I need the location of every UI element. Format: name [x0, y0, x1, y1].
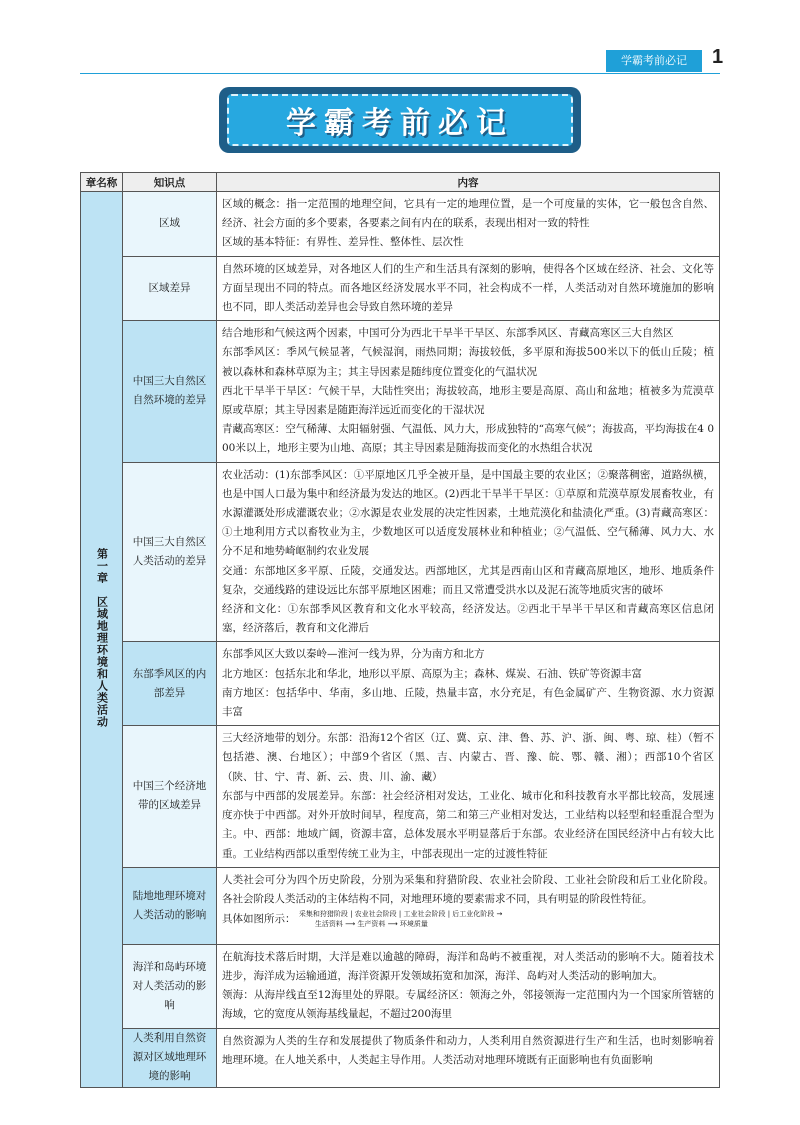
topic-cell: 中国三大自然区自然环境的差异 — [123, 321, 217, 462]
content-line: 交通：东部地区多平原、丘陵，交通发达。西部地区，尤其是西南山区和青藏高原地区，地形、地质条件复杂，交通线路的建设远比东部平原地区困难；而且又常遭受洪水以及泥石流等地质灾害的破坏 — [222, 564, 714, 596]
content-cell — [217, 321, 720, 462]
content-cell — [217, 867, 720, 944]
content-line: 西北干旱半干旱区：气候干旱，大陆性突出；海拔较高，地形主要是高原、高山和盆地；植被多为荒漠草原或草原；其主导因素是随距海洋远近而变化的干湿状况 — [222, 384, 714, 417]
table-row — [81, 867, 720, 944]
page-number: 1 — [712, 46, 724, 68]
topic-cell: 陆地地理环境对人类活动的影响 — [123, 867, 217, 944]
content-line: 在航海技术落后时期，大洋是难以逾越的障碍，海洋和岛屿不被重视，对人类活动的影响不大。随着技术进步，海洋成为运输通道，海洋资源开发领域拓宽和加深，海洋、岛屿对人类活动的影响加大。 — [222, 950, 714, 982]
table-header-row — [81, 173, 720, 192]
topic-cell: 人类利用自然资源对区域地理环境的影响 — [123, 1028, 217, 1087]
topic-cell: 东部季风区的内部差异 — [123, 642, 217, 726]
table-row — [81, 944, 720, 1028]
table-row — [81, 256, 720, 321]
table-row — [81, 321, 720, 462]
chapter-name: 第一章 区域地理环境和人类活动 — [95, 547, 109, 728]
chapter-cell — [81, 192, 123, 1088]
content-line — [222, 909, 714, 929]
title-banner-inner — [227, 94, 573, 146]
page-title: 学霸考前必记 — [286, 106, 514, 141]
header-rule — [80, 73, 720, 74]
topic-cell: 中国三个经济地带的区域差异 — [123, 726, 217, 867]
header-chapter: 章名称 — [81, 173, 123, 192]
topic-cell: 中国三大自然区人类活动的差异 — [123, 462, 217, 642]
content-line: 东部季风区：季风气候显著，气候湿润，雨热同期；海拔较低，多平原和海拔500米以下的低山丘陵；植被以森林和森林草原为主；其主导因素是随纬度位置变化的气温状况 — [222, 346, 714, 378]
header-content: 内容 — [217, 173, 720, 192]
table-row — [81, 1028, 720, 1087]
header-topic: 知识点 — [123, 173, 217, 192]
stage-need: 生产资料 — [357, 920, 386, 929]
content-line: 自然环境的区域差异，对各地区人们的生产和生活具有深刻的影响，使得各个区域在经济、社会、文化等方面呈现出不同的特点。而各地区经济发展水平不同，社会构成不一样，人类活动对自然环境施加的影响也不同，即人类活动差异也会导致自然环境的差异 — [222, 262, 714, 314]
content-cell — [217, 642, 720, 726]
content-line: 经济和文化：①东部季风区教育和文化水平较高，经济发达。②西北干旱半干旱区和青藏高寒区信息闭塞，经济落后，教育和文化滞后 — [222, 603, 714, 635]
stage-label: 后工业化阶段 — [452, 910, 495, 919]
table-row — [81, 642, 720, 726]
content-line: 结合地形和气候这两个因素，中国可分为西北干旱半干旱区、东部季风区、青藏高寒区三大自然区 — [222, 327, 674, 340]
section-tab: 学霸考前必记 — [606, 50, 702, 72]
content-line: 东部与中西部的发展差异。东部：社会经济相对发达，工业化、城市化和科技教育水平都比较高，发展速度亦快于中西部。对外开放时间早，程度高，第二和第三产业相对发达，工业结构以轻型和轻重混合型为主。中、西部：地域广阔，资源丰富，总体发展水平明显落后于东部。农业经济在国民经济中占有较大比重。工业结构西部以重型传统工业为主，中部表现出一定的过渡性特征 — [222, 789, 714, 860]
content-cell — [217, 192, 720, 257]
knowledge-table — [80, 172, 720, 1088]
diagram-lead: 具体如图所示： — [222, 913, 296, 926]
content-line: 南方地区：包括华中、华南，多山地、丘陵，热量丰富，水分充足，有色金属矿产、生物资源、水力资源丰富 — [222, 686, 714, 719]
content-cell — [217, 462, 720, 642]
content-line: 区域的概念：指一定范围的地理空间，它具有一定的地理位置，是一个可度量的实体，它一般包含自然、经济、社会方面的多个要素，各要素之间有内在的联系，表现出相对一致的特性 — [222, 198, 714, 230]
stage-need: 环境质量 — [399, 920, 428, 929]
content-cell — [217, 944, 720, 1028]
content-line: 青藏高寒区：空气稀薄、太阳辐射强、气温低、风力大，形成独特的“高寒气候”；海拔高，平均海拔在4 000米以上，地形主要为山地、高原；其主导因素是随海拔而变化的水热组合状况 — [222, 423, 714, 455]
content-line: 人类社会可分为四个历史阶段，分别为采集和狩猎阶段、农业社会阶段、工业社会阶段和后工业化阶段。各社会阶段人类活动的主体结构不同，对地理环境的要素需求不同，具有明显的阶段性特征。 — [222, 873, 714, 905]
content-line: 北方地区：包括东北和华北，地形以平原、高原为主；森林、煤炭、石油、铁矿等资源丰富 — [222, 667, 642, 680]
table-row — [81, 462, 720, 642]
content-line: 农业活动：(1)东部季风区：①平原地区几乎全被开垦，是中国最主要的农业区；②聚落稠密，道路纵横，也是中国人口最为集中和经济最为发达的地区。(2)西北干旱半干旱区：①草原和荒漠草原发展畜牧业，有水源灌溉处形成灌溉农业；②水源是农业发展的决定性因素，土地荒漠化和盐渍化严重。(3)青藏高寒区：①土地利用方式以畜牧业为主，少数地区可以适度发展林业和种植业；②气温低、空气稀薄、风力大、水分不足和地势崎岖制约农业发展 — [222, 468, 714, 558]
content-line: 领海：从海岸线直至12海里处的界限。专属经济区：领海之外，邻接领海一定范围内为一个国家所管辖的海域，它的宽度从领海基线量起，不超过200海里 — [222, 989, 714, 1021]
stage-label: 采集和狩猎阶段 — [298, 910, 348, 919]
content-line: 东部季风区大致以秦岭—淮河一线为界，分为南方和北方 — [222, 648, 485, 661]
topic-cell: 海洋和岛屿环境对人类活动的影响 — [123, 944, 217, 1028]
topic-cell: 区域差异 — [123, 256, 217, 321]
stage-label: 工业社会阶段 — [403, 910, 446, 919]
content-line: 三大经济地带的划分。东部：沿海12个省区（辽、冀、京、津、鲁、苏、沪、浙、闽、粤、琼、桂）（暂不包括港、澳、台地区）；中部9个省区（黑、吉、内蒙古、晋、豫、皖、鄂、赣、湘）；西部10个省区（陕、甘、宁、青、新、云、贵、川、渝、藏） — [222, 732, 714, 783]
content-line: 区域的基本特征：有界性、差异性、整体性、层次性 — [222, 236, 464, 249]
title-banner — [219, 87, 581, 153]
table-row — [81, 192, 720, 257]
topic-cell: 区域 — [123, 192, 217, 257]
social-stage-diagram: 采集和狩猎阶段 | 农业社会阶段 | 工业社会阶段 | 后工业化阶段 → 生活资料 ⟶ 生产资料 ⟶ 环境质量 — [298, 910, 503, 929]
table-row — [81, 726, 720, 867]
content-cell — [217, 256, 720, 321]
stage-need: 生活资料 — [314, 920, 343, 929]
content-cell — [217, 1028, 720, 1087]
content-line: 自然资源为人类的生存和发展提供了物质条件和动力，人类利用自然资源进行生产和生活，也时刻影响着地理环境。在人地关系中，人类起主导作用。人类活动对地理环境既有正面影响也有负面影响 — [222, 1034, 714, 1066]
content-cell — [217, 726, 720, 867]
stage-label: 农业社会阶段 — [354, 910, 397, 919]
